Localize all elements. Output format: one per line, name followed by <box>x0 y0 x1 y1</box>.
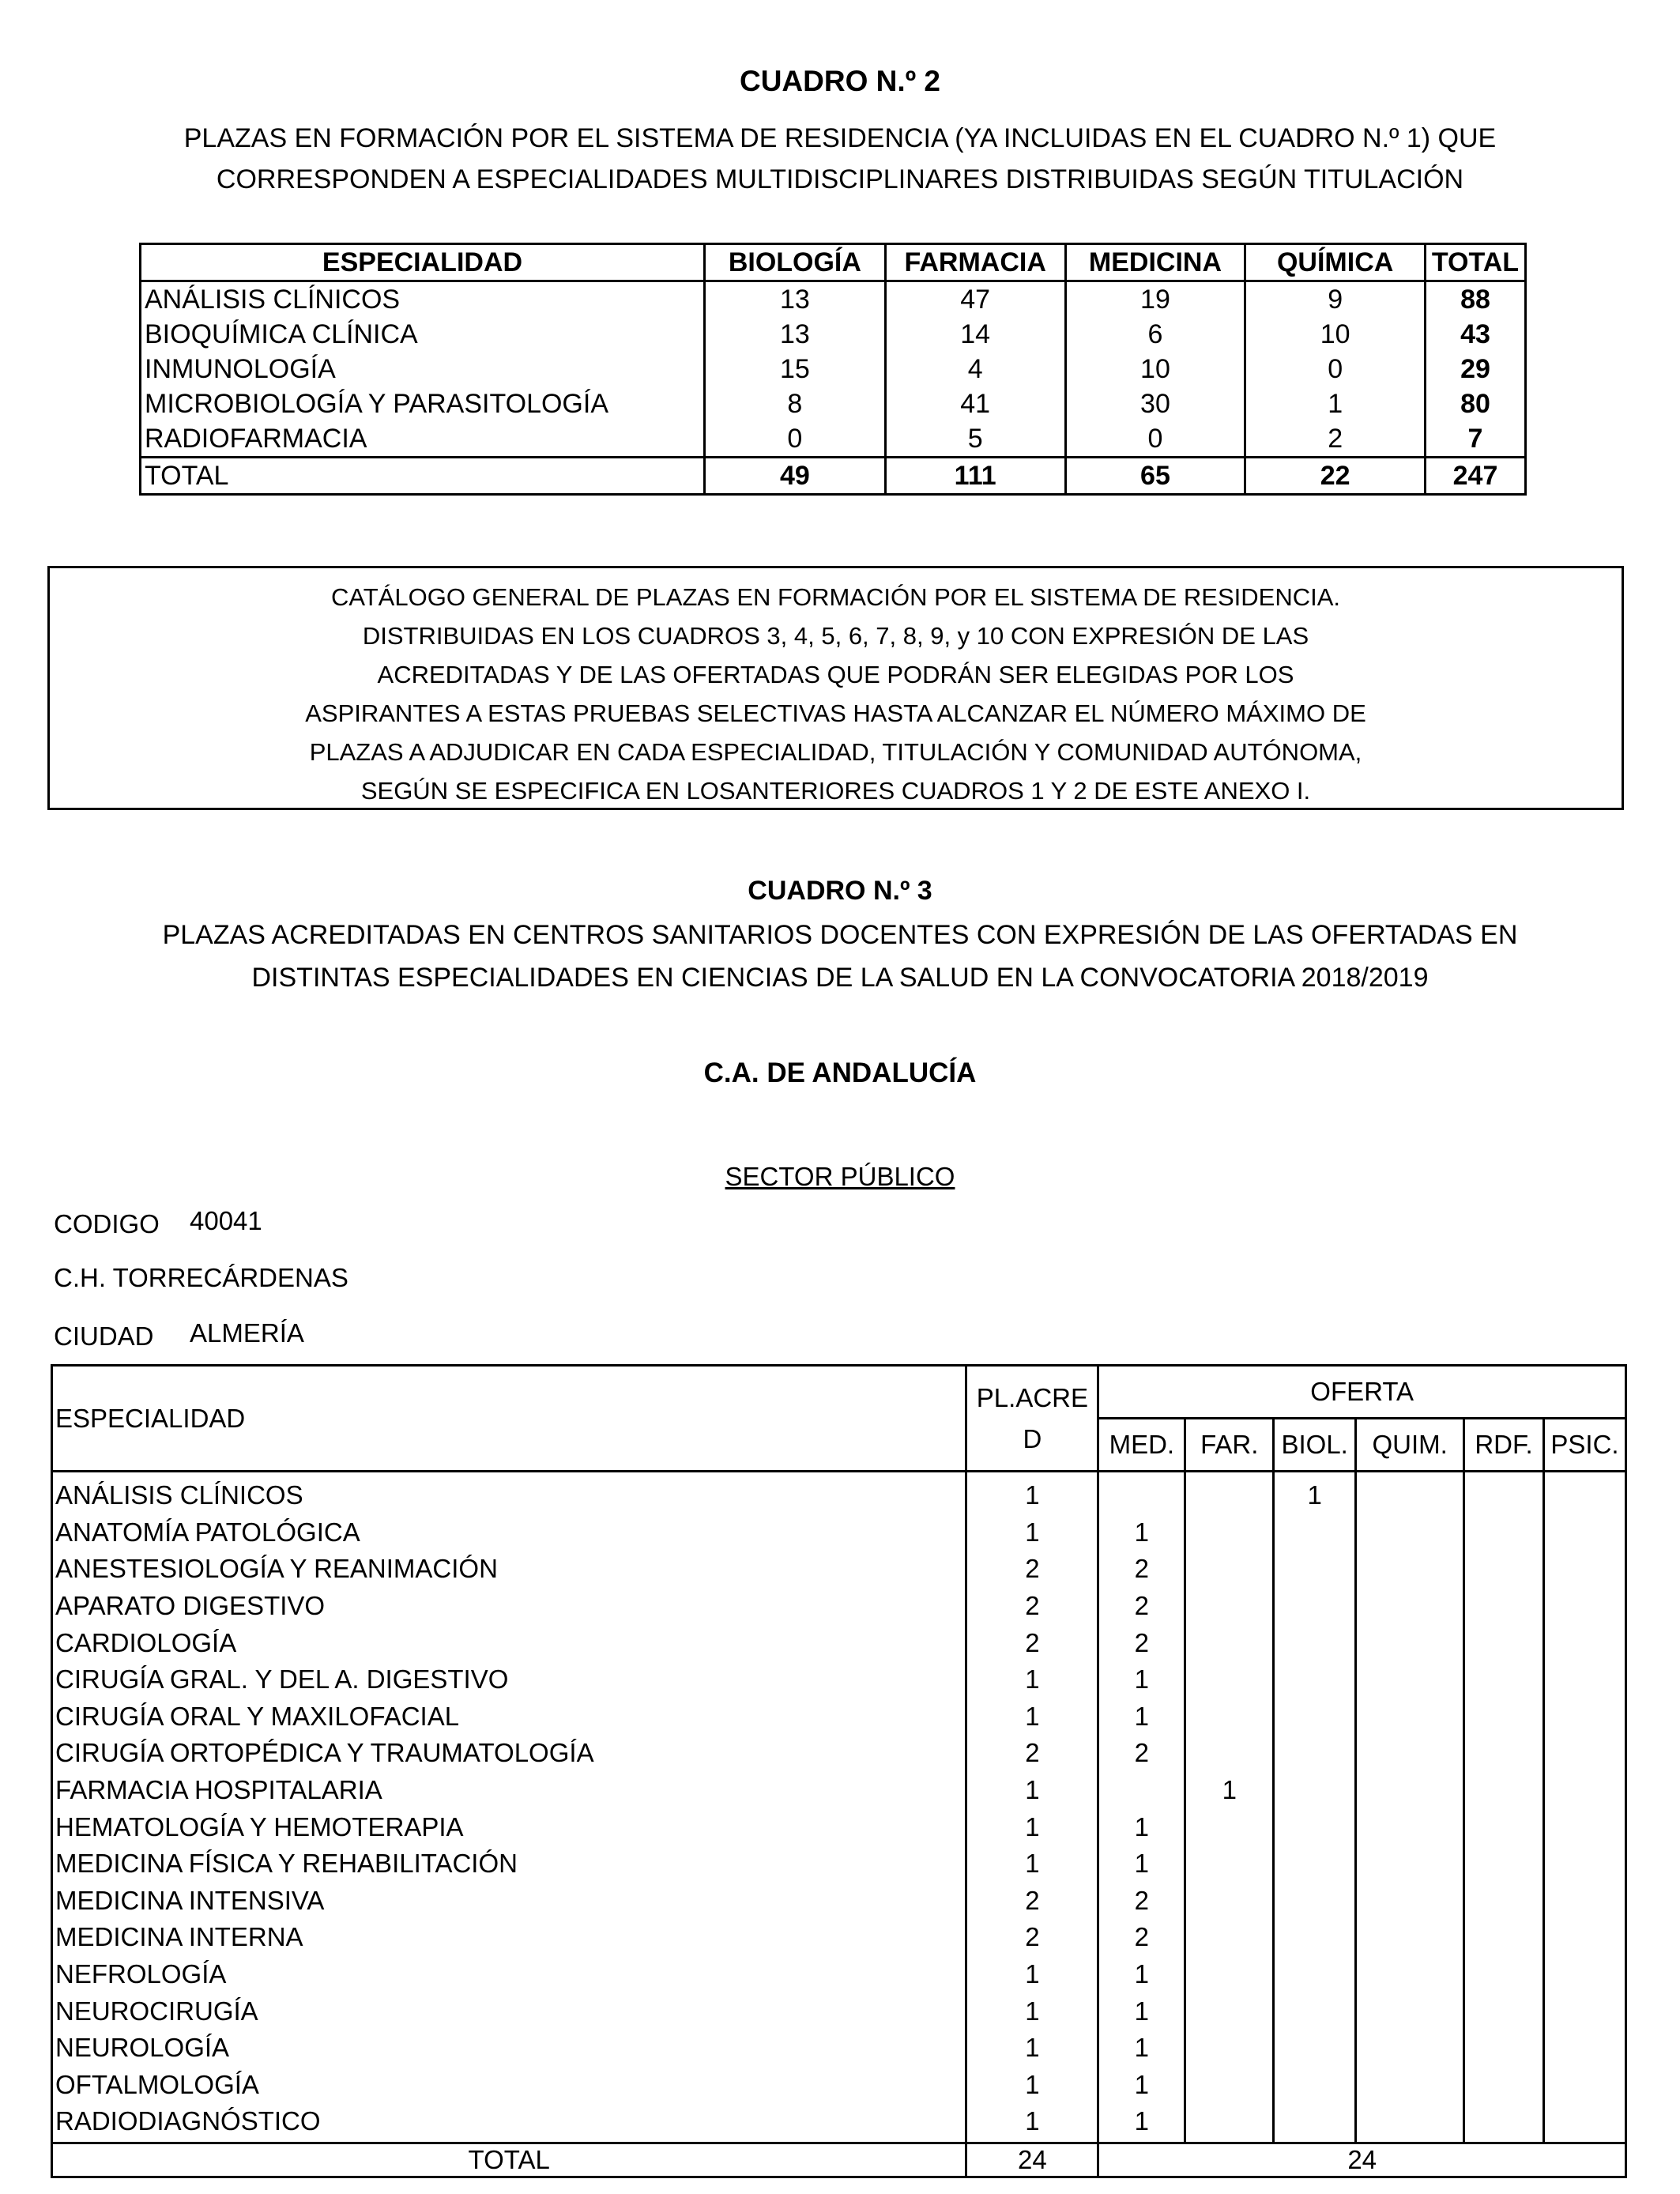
cell-psic <box>1543 1956 1625 1993</box>
header-quim: QUIM. <box>1356 1419 1464 1472</box>
cell-med: 1 <box>1098 1845 1185 1883</box>
cell-psic <box>1543 1472 1625 1514</box>
cell-biol <box>1274 1735 1356 1772</box>
cell-rdf <box>1464 1472 1544 1514</box>
cell-biol <box>1274 1845 1356 1883</box>
cell-far <box>1185 1992 1274 2030</box>
cell-psic <box>1543 1772 1625 1809</box>
cell-quim <box>1356 2103 1464 2143</box>
cell-quim <box>1356 2067 1464 2104</box>
cell-biologia: 0 <box>705 421 886 458</box>
cell-acred: 1 <box>966 1845 1098 1883</box>
cell-med: 1 <box>1098 2030 1185 2067</box>
header-med: MED. <box>1098 1419 1185 1472</box>
cell-far <box>1185 1845 1274 1883</box>
cell-acred: 1 <box>966 2103 1098 2143</box>
cell-biol <box>1274 1514 1356 1551</box>
table-row <box>52 1992 1626 2030</box>
cell-farmacia: 4 <box>885 352 1065 386</box>
cuadro2-header-row <box>141 244 1526 281</box>
cell-psic <box>1543 2030 1625 2067</box>
cell-far <box>1185 2103 1274 2143</box>
cell-rdf <box>1464 1735 1544 1772</box>
cuadro2-subtitle-line1: PLAZAS EN FORMACIÓN POR EL SISTEMA DE RESIDENCIA (YA INCLUIDAS EN EL CUADRO N.º 1) QUE <box>183 123 1497 153</box>
cell-quim <box>1356 1624 1464 1661</box>
cell-biol <box>1274 2030 1356 2067</box>
catalog-line: DISTRIBUIDAS EN LOS CUADROS 3, 4, 5, 6, 7, 8, 9, y 10 CON EXPRESIÓN DE LAS <box>362 622 1309 650</box>
catalog-line: ACREDITADAS Y DE LAS OFERTADAS QUE PODRÁN SER ELEGIDAS POR LOS <box>377 661 1294 688</box>
cell-med: 1 <box>1098 1514 1185 1551</box>
cell-psic <box>1543 1845 1625 1883</box>
cell-quim <box>1356 1735 1464 1772</box>
cell-psic <box>1543 2103 1625 2143</box>
header-especialidad: ESPECIALIDAD <box>141 244 705 281</box>
row-name: BIOQUÍMICA CLÍNICA <box>141 317 705 352</box>
cell-biol <box>1274 1551 1356 1588</box>
row-especialidad: CIRUGÍA ORAL Y MAXILOFACIAL <box>52 1698 966 1736</box>
cell-total: 29 <box>1425 352 1525 386</box>
cell-med: 2 <box>1098 1883 1185 1920</box>
cell-biol <box>1274 1956 1356 1993</box>
row-especialidad: FARMACIA HOSPITALARIA <box>52 1772 966 1809</box>
cell-quim <box>1356 1956 1464 1993</box>
cell-med: 2 <box>1098 1735 1185 1772</box>
cell-far <box>1185 1956 1274 1993</box>
cuadro2-title: CUADRO N.º 2 <box>739 65 941 97</box>
cell-psic <box>1543 1551 1625 1588</box>
cell-psic <box>1543 1808 1625 1845</box>
row-name: MICROBIOLOGÍA Y PARASITOLOGÍA <box>141 386 705 421</box>
cell-acred: 1 <box>966 1698 1098 1736</box>
cell-med: 1 <box>1098 2103 1185 2143</box>
cell-medicina: 0 <box>1065 421 1245 458</box>
cell-rdf <box>1464 1698 1544 1736</box>
cell-quim <box>1356 1661 1464 1698</box>
codigo-label: CODIGO <box>54 1209 160 1238</box>
total-label: TOTAL <box>141 458 705 495</box>
cell-biol <box>1274 1624 1356 1661</box>
cell-quim <box>1356 1772 1464 1809</box>
cell-med: 2 <box>1098 1551 1185 1588</box>
cell-far <box>1185 1919 1274 1956</box>
total-label: TOTAL <box>52 2143 966 2177</box>
row-especialidad: NEFROLOGÍA <box>52 1956 966 1993</box>
cell-quimica: 0 <box>1245 352 1426 386</box>
cell-quim <box>1356 1588 1464 1625</box>
cell-rdf <box>1464 1661 1544 1698</box>
row-name: ANÁLISIS CLÍNICOS <box>141 281 705 318</box>
header-placred-line1: PL.ACRE <box>976 1382 1088 1412</box>
cuadro3-subtitle-line1: PLAZAS ACREDITADAS EN CENTROS SANITARIOS DOCENTES CON EXPRESIÓN DE LAS OFERTADAS EN <box>162 920 1518 950</box>
cell-psic <box>1543 2067 1625 2104</box>
total-row <box>52 2143 1626 2177</box>
cuadro2-subtitle-line2: CORRESPONDEN A ESPECIALIDADES MULTIDISCIPLINARES DISTRIBUIDAS SEGÚN TITULACIÓN <box>216 164 1464 194</box>
cell-med <box>1098 1472 1185 1514</box>
total-biologia: 49 <box>705 458 886 495</box>
table-row <box>52 2103 1626 2143</box>
cell-acred: 1 <box>966 1514 1098 1551</box>
cell-rdf <box>1464 2103 1544 2143</box>
ciudad-value: ALMERÍA <box>190 1318 304 1348</box>
table-row <box>52 1735 1626 1772</box>
cell-med: 1 <box>1098 2067 1185 2104</box>
cell-biol <box>1274 2103 1356 2143</box>
cell-acred: 2 <box>966 1551 1098 1588</box>
cell-psic <box>1543 1992 1625 2030</box>
cell-quim <box>1356 1472 1464 1514</box>
cell-psic <box>1543 1661 1625 1698</box>
cell-far: 1 <box>1185 1772 1274 1809</box>
table-row <box>52 1883 1626 1920</box>
cell-rdf <box>1464 2067 1544 2104</box>
catalog-line: PLAZAS A ADJUDICAR EN CADA ESPECIALIDAD, TITULACIÓN Y COMUNIDAD AUTÓNOMA, <box>309 738 1362 766</box>
cell-med: 2 <box>1098 1588 1185 1625</box>
cell-medicina: 19 <box>1065 281 1245 318</box>
cell-biol <box>1274 1661 1356 1698</box>
cell-acred: 1 <box>966 1661 1098 1698</box>
header-psic: PSIC. <box>1543 1419 1625 1472</box>
cell-far <box>1185 1551 1274 1588</box>
cell-far <box>1185 1698 1274 1736</box>
row-especialidad: OFTALMOLOGÍA <box>52 2067 966 2104</box>
row-especialidad: RADIODIAGNÓSTICO <box>52 2103 966 2143</box>
cell-biol <box>1274 1883 1356 1920</box>
centro-name: C.H. TORRECÁRDENAS <box>54 1263 348 1292</box>
cell-biologia: 15 <box>705 352 886 386</box>
cell-quim <box>1356 1919 1464 1956</box>
cell-total: 43 <box>1425 317 1525 352</box>
cell-med: 1 <box>1098 1698 1185 1736</box>
cell-quim <box>1356 1808 1464 1845</box>
row-especialidad: NEUROCIRUGÍA <box>52 1992 966 2030</box>
region-title: C.A. DE ANDALUCÍA <box>703 1057 977 1088</box>
cuadro3-table <box>51 1364 1627 2178</box>
codigo-value: 40041 <box>190 1206 262 1235</box>
cell-psic <box>1543 1588 1625 1625</box>
table-row <box>52 2030 1626 2067</box>
row-especialidad: MEDICINA INTENSIVA <box>52 1883 966 1920</box>
total-acred: 24 <box>966 2143 1098 2177</box>
cell-far <box>1185 1735 1274 1772</box>
table-row <box>52 1698 1626 1736</box>
cell-acred: 2 <box>966 1883 1098 1920</box>
cell-quim <box>1356 1883 1464 1920</box>
row-especialidad: MEDICINA FÍSICA Y REHABILITACIÓN <box>52 1845 966 1883</box>
cell-psic <box>1543 1698 1625 1736</box>
cell-rdf <box>1464 1845 1544 1883</box>
cell-biol <box>1274 1808 1356 1845</box>
cell-med: 1 <box>1098 1956 1185 1993</box>
cell-psic <box>1543 1883 1625 1920</box>
header-far: FAR. <box>1185 1419 1274 1472</box>
table-row <box>141 317 1526 352</box>
cell-acred: 2 <box>966 1624 1098 1661</box>
cell-farmacia: 41 <box>885 386 1065 421</box>
table-row <box>52 1514 1626 1551</box>
cell-biol <box>1274 2067 1356 2104</box>
cell-acred: 1 <box>966 1772 1098 1809</box>
header-quimica: QUÍMICA <box>1245 244 1426 281</box>
header-placred-line2: D <box>1023 1423 1042 1453</box>
cell-rdf <box>1464 1588 1544 1625</box>
cuadro2-table <box>139 243 1527 496</box>
catalog-line: SEGÚN SE ESPECIFICA EN LOSANTERIORES CUADROS 1 Y 2 DE ESTE ANEXO I. <box>360 777 1311 805</box>
table-row <box>52 1624 1626 1661</box>
total-total: 247 <box>1425 458 1525 495</box>
cell-med: 1 <box>1098 1808 1185 1845</box>
row-especialidad: APARATO DIGESTIVO <box>52 1588 966 1625</box>
cell-biologia: 13 <box>705 281 886 318</box>
cell-far <box>1185 2067 1274 2104</box>
cuadro3-title: CUADRO N.º 3 <box>748 876 932 906</box>
table-row <box>141 386 1526 421</box>
cell-psic <box>1543 1919 1625 1956</box>
header-especialidad: ESPECIALIDAD <box>52 1366 966 1472</box>
table-row <box>52 1956 1626 1993</box>
cell-farmacia: 14 <box>885 317 1065 352</box>
cell-medicina: 6 <box>1065 317 1245 352</box>
cell-far <box>1185 1883 1274 1920</box>
sector-label: SECTOR PÚBLICO <box>725 1162 955 1191</box>
row-especialidad: HEMATOLOGÍA Y HEMOTERAPIA <box>52 1808 966 1845</box>
cell-rdf <box>1464 1919 1544 1956</box>
cell-biol <box>1274 1698 1356 1736</box>
cell-rdf <box>1464 1551 1544 1588</box>
cell-rdf <box>1464 1772 1544 1809</box>
cell-med: 1 <box>1098 1661 1185 1698</box>
cell-quim <box>1356 1845 1464 1883</box>
cell-psic <box>1543 1514 1625 1551</box>
table-row <box>52 1588 1626 1625</box>
cell-quim <box>1356 1698 1464 1736</box>
cell-quimica: 9 <box>1245 281 1426 318</box>
cell-medicina: 30 <box>1065 386 1245 421</box>
cell-acred: 1 <box>966 1808 1098 1845</box>
row-especialidad: ANATOMÍA PATOLÓGICA <box>52 1514 966 1551</box>
table-row <box>52 1551 1626 1588</box>
cell-biol <box>1274 1772 1356 1809</box>
cell-far <box>1185 1472 1274 1514</box>
table-row <box>52 1845 1626 1883</box>
cell-biologia: 13 <box>705 317 886 352</box>
cell-far <box>1185 1514 1274 1551</box>
table-row <box>52 1472 1626 1514</box>
ciudad-label: CIUDAD <box>54 1321 154 1351</box>
cell-psic <box>1543 1624 1625 1661</box>
row-name: RADIOFARMACIA <box>141 421 705 458</box>
cell-rdf <box>1464 1624 1544 1661</box>
cell-rdf <box>1464 1883 1544 1920</box>
cell-rdf <box>1464 2030 1544 2067</box>
catalog-line: CATÁLOGO GENERAL DE PLAZAS EN FORMACIÓN POR EL SISTEMA DE RESIDENCIA. <box>330 583 1340 611</box>
cell-biologia: 8 <box>705 386 886 421</box>
cell-far <box>1185 1624 1274 1661</box>
cell-total: 88 <box>1425 281 1525 318</box>
cell-rdf <box>1464 1992 1544 2030</box>
row-especialidad: CIRUGÍA ORTOPÉDICA Y TRAUMATOLOGÍA <box>52 1735 966 1772</box>
cell-quimica: 10 <box>1245 317 1426 352</box>
row-especialidad: ANESTESIOLOGÍA Y REANIMACIÓN <box>52 1551 966 1588</box>
total-medicina: 65 <box>1065 458 1245 495</box>
cell-biol <box>1274 1588 1356 1625</box>
total-oferta: 24 <box>1098 2143 1626 2177</box>
table-row <box>52 1661 1626 1698</box>
header-oferta: OFERTA <box>1098 1366 1626 1419</box>
row-especialidad: MEDICINA INTERNA <box>52 1919 966 1956</box>
cell-rdf <box>1464 1956 1544 1993</box>
table-row <box>141 421 1526 458</box>
header-biologia: BIOLOGÍA <box>705 244 886 281</box>
cuadro3-header-row-1 <box>52 1366 1626 1419</box>
header-medicina: MEDICINA <box>1065 244 1245 281</box>
row-especialidad: ANÁLISIS CLÍNICOS <box>52 1472 966 1514</box>
row-especialidad: CARDIOLOGÍA <box>52 1624 966 1661</box>
cell-quimica: 2 <box>1245 421 1426 458</box>
catalog-notice-box <box>47 566 1624 810</box>
header-plazas-acreditadas <box>966 1366 1098 1472</box>
total-farmacia: 111 <box>885 458 1065 495</box>
cell-acred: 2 <box>966 1919 1098 1956</box>
cell-psic <box>1543 1735 1625 1772</box>
row-especialidad: NEUROLOGÍA <box>52 2030 966 2067</box>
cuadro3-subtitle-line2: DISTINTAS ESPECIALIDADES EN CIENCIAS DE LA SALUD EN LA CONVOCATORIA 2018/2019 <box>251 963 1429 993</box>
cell-med <box>1098 1772 1185 1809</box>
cell-med: 2 <box>1098 1919 1185 1956</box>
cuadro3-body <box>52 1472 1626 2143</box>
cell-acred: 2 <box>966 1735 1098 1772</box>
table-row <box>52 2067 1626 2104</box>
table-row <box>141 281 1526 318</box>
cell-farmacia: 47 <box>885 281 1065 318</box>
cell-acred: 2 <box>966 1588 1098 1625</box>
cell-rdf <box>1464 1808 1544 1845</box>
header-biol: BIOL. <box>1274 1419 1356 1472</box>
cell-acred: 1 <box>966 2030 1098 2067</box>
cell-total: 7 <box>1425 421 1525 458</box>
cell-quim <box>1356 1992 1464 2030</box>
table-row <box>52 1772 1626 1809</box>
cell-total: 80 <box>1425 386 1525 421</box>
cell-far <box>1185 1588 1274 1625</box>
cell-quim <box>1356 1551 1464 1588</box>
table-row <box>52 1808 1626 1845</box>
catalog-line: ASPIRANTES A ESTAS PRUEBAS SELECTIVAS HASTA ALCANZAR EL NÚMERO MÁXIMO DE <box>305 699 1366 727</box>
cell-biol: 1 <box>1274 1472 1356 1514</box>
table-row <box>141 352 1526 386</box>
cell-med: 2 <box>1098 1624 1185 1661</box>
row-especialidad: CIRUGÍA GRAL. Y DEL A. DIGESTIVO <box>52 1661 966 1698</box>
cell-quim <box>1356 2030 1464 2067</box>
cell-acred: 1 <box>966 1956 1098 1993</box>
cell-biol <box>1274 1919 1356 1956</box>
cell-far <box>1185 1661 1274 1698</box>
cell-acred: 1 <box>966 1472 1098 1514</box>
header-farmacia: FARMACIA <box>885 244 1065 281</box>
cell-medicina: 10 <box>1065 352 1245 386</box>
header-rdf: RDF. <box>1464 1419 1544 1472</box>
total-row <box>141 458 1526 495</box>
cell-far <box>1185 2030 1274 2067</box>
cell-biol <box>1274 1992 1356 2030</box>
cell-quimica: 1 <box>1245 386 1426 421</box>
cell-acred: 1 <box>966 1992 1098 2030</box>
table-row <box>52 1919 1626 1956</box>
total-quimica: 22 <box>1245 458 1426 495</box>
cell-acred: 1 <box>966 2067 1098 2104</box>
cell-quim <box>1356 1514 1464 1551</box>
cell-far <box>1185 1808 1274 1845</box>
cell-rdf <box>1464 1514 1544 1551</box>
row-name: INMUNOLOGÍA <box>141 352 705 386</box>
header-total: TOTAL <box>1425 244 1525 281</box>
cell-med: 1 <box>1098 1992 1185 2030</box>
cell-farmacia: 5 <box>885 421 1065 458</box>
